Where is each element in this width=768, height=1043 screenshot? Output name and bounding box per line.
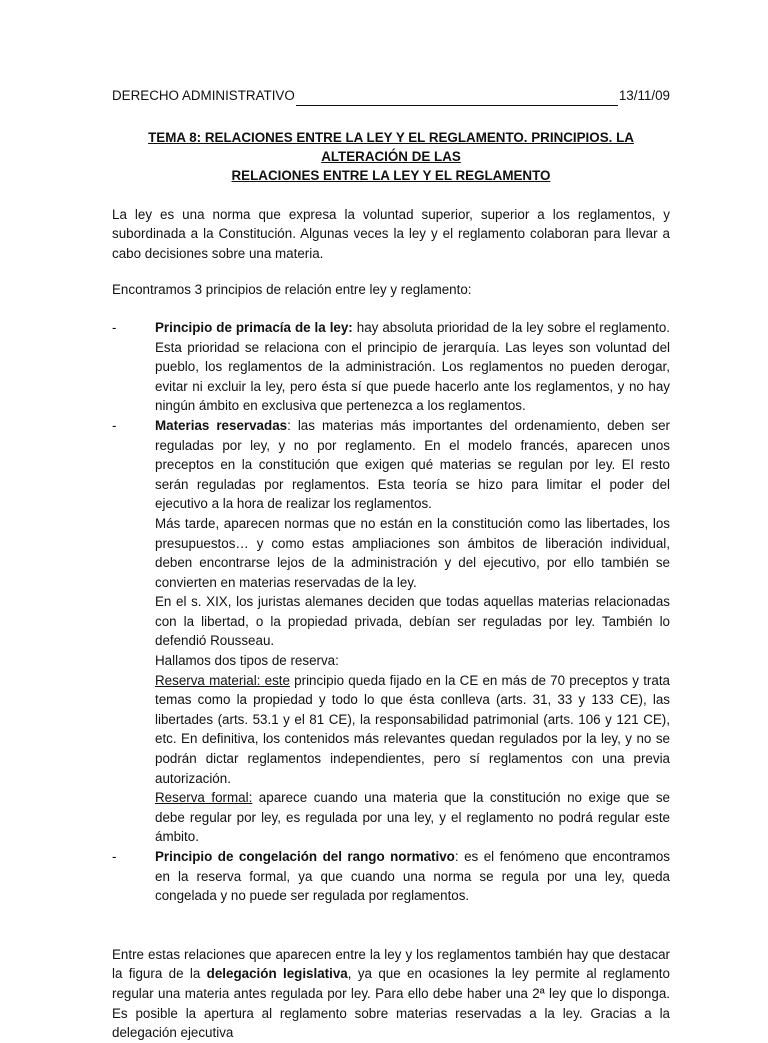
delegacion-pre: Entre estas relaciones que aparecen entre la ley y los reglamentos también hay que destacar la figura de la	[112, 946, 670, 982]
reserva-formal-label: Reserva formal:	[155, 790, 253, 806]
reserva-material	[155, 671, 670, 789]
materias-para-2: Más tarde, aparecen normas que no están en la constitución como las libertades, los presupuestos… y como estas ampliaciones son ámbitos de liberación individual, deben encontrarse lejos de la administración y del ejecutivo, por ello también se convierten en materias reservadas de la ley.	[155, 515, 670, 590]
principle-congelacion-term: Principio de congelación del rango normativo	[155, 849, 455, 864]
principle-materias-term: Materias reservadas	[155, 417, 288, 433]
principle-congelacion-text	[155, 847, 670, 906]
lead-paragraph: Encontramos 3 principios de relación entre ley y reglamento:	[112, 282, 472, 298]
principles-list	[112, 318, 670, 906]
principle-materias-body: : las materias más importantes del ordenamiento, deben ser reguladas por ley, y no por reglamento. En el modelo francés, aparecen unos preceptos en la constitución que exigen qué materias se regulan por ley. El resto serán reguladas por reglamentos. Esta teoría se hizo para limitar el poder del ejecutivo a la hora de realizar los reglamentos.	[155, 417, 670, 512]
delegacion-post: , ya que en ocasiones la ley permite al reglamento regular una materia antes regulada por ley. Para ello debe haber una 2ª ley que lo disponga. Es posible la apertura al reglamento sobre materias reservadas a la ley. Gracias a la delegación ejecutiva	[112, 966, 670, 1041]
title-line-1: TEMA 8: RELACIONES ENTRE LA LEY Y EL REGLAMENTO. PRINCIPIOS. LA ALTERACIÓN DE LAS	[148, 129, 634, 164]
principle-congelacion-body: : es el fenómeno que encontramos en la reserva formal, ya que cuando una norma se regula por una ley, queda congelada y no puede ser regulada por reglamentos.	[155, 849, 670, 904]
header-rule	[296, 92, 618, 106]
reserva-formal-body: aparece cuando una materia que la constitución no exige que se debe regular por ley, es regulada por una ley, y el reglamento no podrá regular este ámbito.	[155, 790, 670, 845]
materias-para-3: En el s. XIX, los juristas alemanes deciden que todas aquellas materias relacionadas con la libertad, o la propiedad privada, debían ser reguladas por ley. También lo defendió Rousseau.	[155, 594, 670, 649]
reserva-material-underlined: este	[260, 672, 290, 688]
list-dash: -	[112, 319, 117, 335]
list-item-congelacion	[112, 847, 670, 906]
title-line-2: RELACIONES ENTRE LA LEY Y EL REGLAMENTO	[231, 167, 551, 183]
principle-primacia-body: hay absoluta prioridad de la ley sobre el reglamento. Esta prioridad se relaciona con el principio de jerarquía. Las leyes son voluntad del pueblo, los reglamentos de la administración. Los reglamentos no pueden derogar, evitar ni excluir la ley, pero ésta sí que puede hacerlo ante los reglamentos, y no hay ningún ámbito en exclusiva que pertenezca a los reglamentos.	[155, 319, 671, 414]
reserva-material-body: principio queda fijado en la CE en más de 70 preceptos y trata temas como la propiedad y todo lo que ésta conlleva (arts. 31, 33 y 133 CE), las libertades (arts. 53.1 y el 81 CE), la responsabilidad patrimonial (arts. 106 y 121 CE), etc. En definitiva, los contenidos más relevantes quedan regulados por la ley, y no se podrán dictar reglamentos independientes, pero sí reglamentos con una previa autorización.	[155, 672, 670, 786]
delegacion-term: delegación legislativa	[206, 966, 348, 982]
materias-para-4: Hallamos dos tipos de reserva:	[155, 653, 339, 669]
list-dash: -	[112, 849, 117, 864]
intro-paragraph: La ley es una norma que expresa la voluntad superior, superior a los reglamentos, y subordinada a la Constitución. Algunas veces la ley y el reglamento colaboran para llevar a cabo decisiones sobre una materia.	[112, 206, 670, 261]
principle-primacia-text	[155, 318, 670, 416]
list-dash: -	[112, 417, 117, 433]
header-date: 13/11/09	[618, 88, 670, 103]
page-header	[112, 86, 670, 106]
principle-materias-text	[155, 416, 670, 514]
document-body	[112, 86, 670, 1043]
page-title	[112, 128, 670, 185]
list-item-primacia	[112, 318, 670, 416]
header-course: DERECHO ADMINISTRATIVO	[112, 88, 295, 103]
reserva-formal	[155, 788, 670, 847]
principle-primacia-term: Principio de primacía de la ley:	[155, 319, 353, 335]
reserva-material-label: Reserva material:	[155, 672, 261, 688]
list-item-materias	[112, 416, 670, 847]
